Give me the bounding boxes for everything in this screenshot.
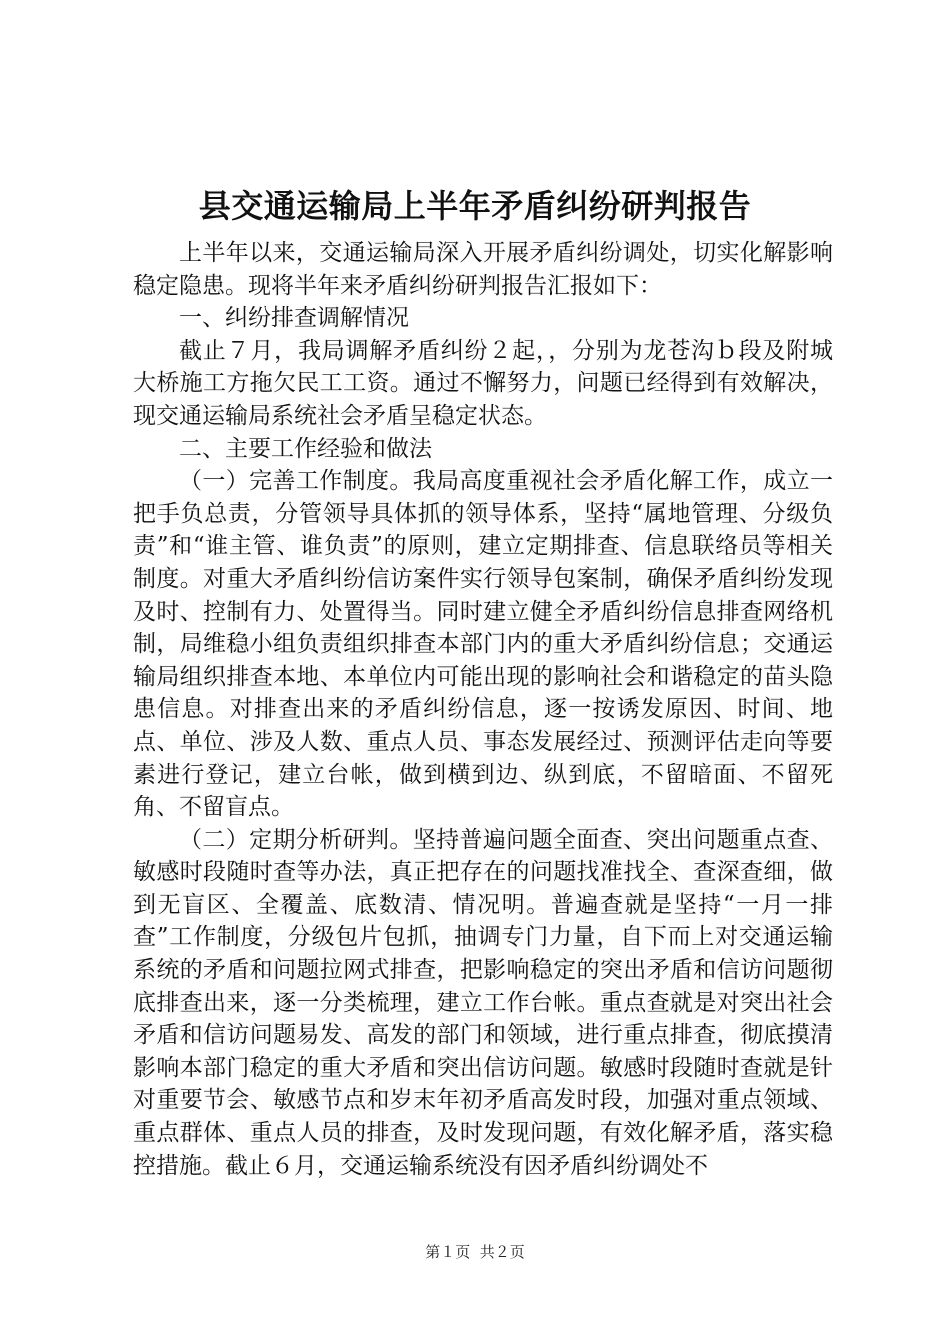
subsection-1-paragraph: （一）完善工作制度。我局高度重视社会矛盾化解工作，成立一把手负总责，分管领导具体抓的领导体系，坚持“属地管理、分级负责”和“谁主管、谁负责”的原则，建立定期排查、信息联络员等相关制度。对重大矛盾纠纷信访案件实行领导包案制，确保矛盾纠纷发现及时、控制有力、处置得当。同时建立健全矛盾纠纷信息排查网络机制，局维稳小组负责组织排查本部门内的重大矛盾纠纷信息；交通运输局组织排查本地、本单位内可能出现的影响社会和谐稳定的苗头隐患信息。对排查出来的矛盾纠纷信息，逐一按诱发原因、时间、地点、单位、涉及人数、重点人员、事态发展经过、预测评估走向等要素进行登记，建立台帐，做到横到边、纵到底，不留暗面、不留死角、不留盲点。 — [133, 468, 833, 821]
page-footer — [0, 1241, 950, 1263]
intro-paragraph: 上半年以来，交通运输局深入开展矛盾纠纷调处，切实化解影响稳定隐患。现将半年来矛盾纠纷研判报告汇报如下： — [133, 240, 833, 299]
document-title: 县交通运输局上半年矛盾纠纷研判报告 — [198, 187, 752, 225]
section-heading-2: 二、主要工作经验和做法 — [179, 435, 432, 462]
subsection-2-paragraph: （二）定期分析研判。坚持普遍问题全面查、突出问题重点查、敏感时段随时查等办法，真正把存在的问题找准找全、查深查细，做到无盲区、全覆盖、底数清、情况明。普遍查就是坚持“一月一排查”工作制度，分级包片包抓，抽调专门力量，自下而上对交通运输系统的矛盾和问题拉网式排查，把影响稳定的突出矛盾和信访问题彻底排查出来，逐一分类梳理，建立工作台帐。重点查就是对突出社会矛盾和信访问题易发、高发的部门和领域，进行重点排查，彻底摸清影响本部门稳定的重大矛盾和突出信访问题。敏感时段随时查就是针对重要节会、敏感节点和岁末年初矛盾高发时段，加强对重点领域、重点群体、重点人员的排查，及时发现问题，有效化解矛盾，落实稳控措施。截止６月，交通运输系统没有因矛盾纠纷调处不 — [133, 826, 833, 1179]
section-1-paragraph: 截止７月，我局调解矛盾纠纷２起，，分别为龙苍沟ｂ段及附城大桥施工方拖欠民工工资。通过不懈努力，问题已经得到有效解决，现交通运输局系统社会矛盾呈稳定状态。 — [133, 337, 833, 429]
page-number: 第１页 共２页 — [425, 1243, 525, 1261]
document-body — [133, 237, 833, 1182]
section-heading-1: 一、纠纷排查调解情况 — [179, 305, 409, 332]
